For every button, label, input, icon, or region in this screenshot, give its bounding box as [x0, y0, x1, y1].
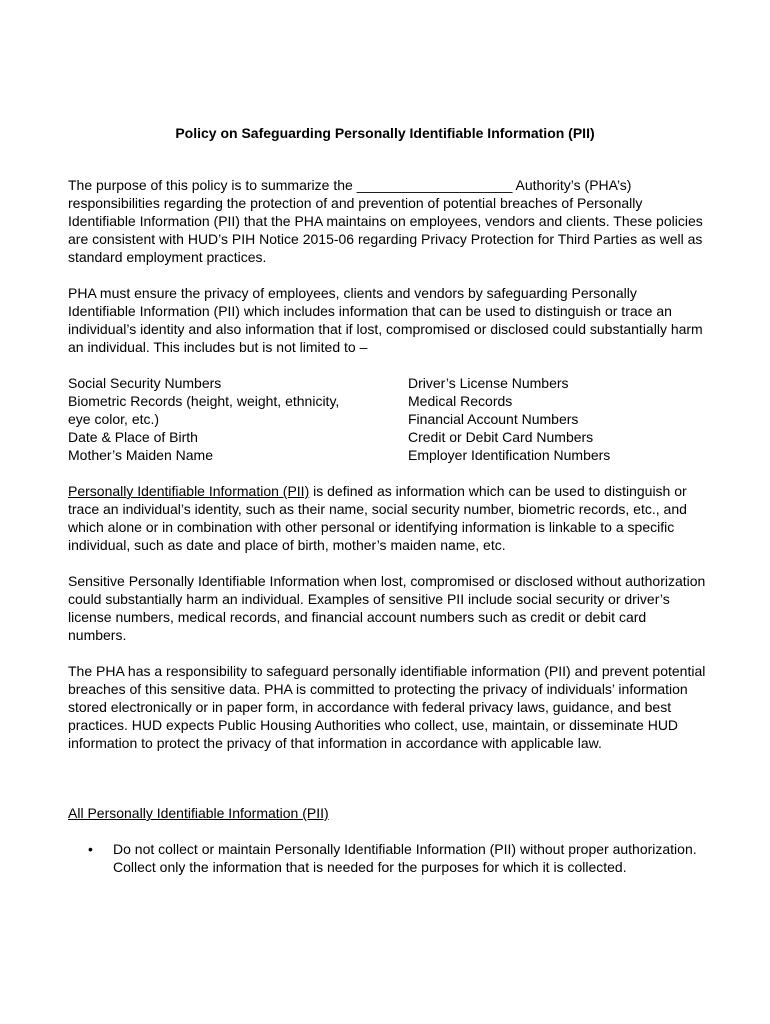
sensitive-pii-paragraph: Sensitive Personally Identifiable Information when lost, compromised or disclosed without authorization could substantially harm an individual. Examples of sensitive PII include social security or driver’s license numbers, medical records, and financial account numbers such as credit or debit card numbers. — [68, 573, 706, 643]
pii-term: Personally Identifiable Information (PII) — [68, 483, 310, 499]
paragraph-gap — [68, 644, 708, 662]
list-item: Medical Records — [408, 393, 513, 409]
list-item: Credit or Debit Card Numbers — [408, 429, 594, 445]
pii-definition-paragraph — [68, 482, 708, 554]
pii-examples-list — [68, 374, 708, 464]
bullet-text: Do not collect or maintain Personally Identifiable Information (PII) without proper authorization. Collect only the information that is needed for the purposes for which it is collected. — [113, 841, 697, 875]
list-item: eye color, etc.) — [68, 411, 160, 427]
list-item: Mother’s Maiden Name — [68, 447, 213, 463]
paragraph-gap — [68, 464, 708, 482]
bullet-item — [68, 840, 708, 876]
list-item: Date & Place of Birth — [68, 429, 198, 445]
paragraph-gap — [68, 356, 708, 374]
list-item: Driver’s License Numbers — [408, 375, 569, 391]
paragraph-gap — [68, 554, 708, 572]
list-item: Employer Identification Numbers — [408, 447, 611, 463]
paragraph-gap — [68, 266, 708, 284]
purpose-text-end: Authority’s (PHA’s) responsibilities regarding the protection of and prevention of potential breaches of Personally Identifiable Information (PII) that the PHA maintains on employees, vendors and clients. These policies are consistent with HUD’s PIH Notice 2015-06 regarding Privacy Protection for Third Parties as well as standard employment practices. — [68, 177, 703, 265]
document-title: Policy on Safeguarding Personally Identifiable Information (PII) — [175, 125, 595, 141]
authority-name-blank: ____________________ — [356, 177, 513, 193]
document-body — [68, 176, 708, 876]
list-item: Social Security Numbers — [68, 375, 222, 391]
responsibility-paragraph: The PHA has a responsibility to safeguard personally identifiable information (PII) and prevent potential breaches of this sensitive data. PHA is committed to protecting the privacy of individuals’ information stored electronically or in paper form, in accordance with federal privacy laws, guidance, and best practices. HUD expects Public Housing Authorities who collect, use, maintain, or disseminate HUD information to protect the privacy of that information in accordance with applicable law. — [68, 663, 706, 751]
purpose-paragraph — [68, 176, 708, 266]
bullet-icon: • — [88, 841, 93, 857]
pii-list-right — [408, 374, 708, 464]
pii-definition-text: is defined as information which can be used to distinguish or trace an individual’s identity, such as their name, social security number, biometric records, etc., and which alone or in combination with other personal or identifying information is linkable to a specific individual, such as date and place of birth, mother’s maiden name, etc. — [68, 483, 687, 553]
purpose-text-start: The purpose of this policy is to summarize the — [68, 177, 353, 193]
pii-list-left — [68, 374, 408, 464]
list-item: Biometric Records (height, weight, ethnicity, — [68, 393, 340, 409]
list-item: Financial Account Numbers — [408, 411, 579, 427]
privacy-paragraph: PHA must ensure the privacy of employees, clients and vendors by safeguarding Personally Identifiable Information (PII) which includes information that can be used to distinguish or trace an individual’s identity and also information that if lost, compromised or disclosed could substantially harm an individual. This includes but is not limited to – — [68, 285, 703, 355]
section-heading: All Personally Identifiable Information (PII) — [68, 805, 329, 821]
section-gap — [68, 752, 708, 804]
